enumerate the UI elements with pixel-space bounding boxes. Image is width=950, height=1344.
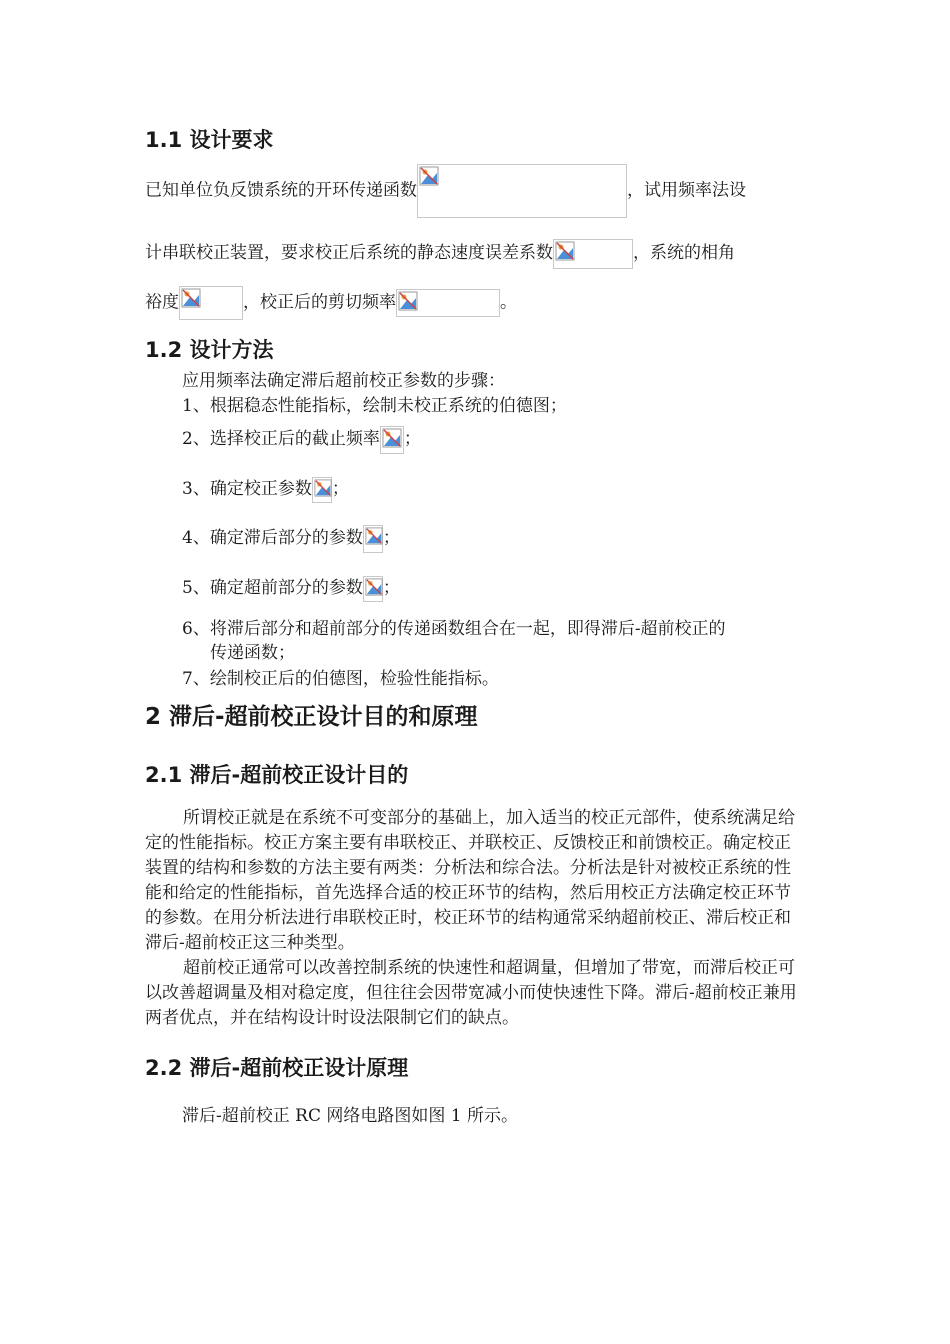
formula-image-placeholder-icon — [312, 477, 332, 503]
req-text-3a: 裕度 — [145, 292, 179, 313]
heading-2: 2 滞后-超前校正设计目的和原理 — [145, 704, 478, 730]
method-step-3-end: ； — [331, 479, 349, 499]
heading-2-2: 2.2 滞后-超前校正设计原理 — [145, 1056, 409, 1080]
method-step-7: 7、绘制校正后的伯德图，检验性能指标。 — [182, 669, 499, 689]
principle-paragraph-1: 滞后-超前校正 RC 网络电路图如图 1 所示。 — [182, 1106, 518, 1126]
method-step-3-text: 3、确定校正参数 — [182, 479, 312, 499]
req-line-2 — [145, 238, 735, 269]
heading-1-1: 1.1 设计要求 — [145, 128, 274, 152]
req-text-1b: ，试用频率法设 — [627, 180, 746, 201]
method-step-4-text: 4、确定滞后部分的参数 — [182, 528, 363, 548]
method-step-4-end: ； — [382, 528, 400, 548]
method-step-6-cont: 传递函数； — [210, 643, 295, 663]
req-text-3c: 。 — [500, 292, 517, 313]
heading-2-1: 2.1 滞后-超前校正设计目的 — [145, 763, 409, 787]
formula-image-placeholder-icon — [396, 289, 500, 317]
method-step-6: 6、将滞后部分和超前部分的传递函数组合在一起，即得滞后-超前校正的 — [182, 619, 726, 639]
method-step-1: 1、根据稳态性能指标，绘制未校正系统的伯德图； — [182, 396, 567, 416]
purpose-body — [145, 806, 805, 1031]
method-step-4 — [182, 523, 400, 553]
formula-image-placeholder-icon — [553, 239, 633, 269]
purpose-paragraph-1: 所谓校正就是在系统不可变部分的基础上，加入适当的校正元部件，使系统满足给定的性能指标。校正方案主要有串联校正、并联校正、反馈校正和前馈校正。确定校正装置的结构和参数的方法主要有两类：分析法和综合法。分析法是针对被校正系统的性能和给定的性能指标，首先选择合适的校正环节的结构，然后用校正方法确定校正环节的参数。在用分析法进行串联校正时，校正环节的结构通常采纳超前校正、滞后校正和滞后-超前校正这三种类型。 — [145, 808, 795, 953]
formula-image-placeholder-icon — [380, 426, 404, 454]
req-text-2b: ，系统的相角 — [633, 243, 735, 263]
method-step-5-end: ； — [382, 578, 400, 598]
formula-image-placeholder-icon — [417, 164, 627, 218]
formula-image-placeholder-icon — [363, 576, 383, 602]
req-text-3b: ，校正后的剪切频率 — [243, 292, 396, 313]
method-step-5 — [182, 573, 400, 602]
req-line-3 — [145, 286, 517, 320]
method-step-2-text: 2、选择校正后的截止频率 — [182, 429, 380, 449]
method-step-2-end: ； — [403, 429, 421, 449]
formula-image-placeholder-icon — [179, 286, 243, 320]
method-step-3 — [182, 474, 349, 503]
heading-1-2: 1.2 设计方法 — [145, 338, 274, 362]
method-step-5-text: 5、确定超前部分的参数 — [182, 578, 363, 598]
req-text-1a: 已知单位负反馈系统的开环传递函数 — [145, 180, 417, 201]
req-text-2a: 计串联校正装置，要求校正后系统的静态速度误差系数 — [145, 243, 553, 263]
purpose-paragraph-2: 超前校正通常可以改善控制系统的快速性和超调量，但增加了带宽，而滞后校正可以改善超调量及相对稳定度，但往往会因带宽减小而使快速性下降。滞后-超前校正兼用两者优点，并在结构设计时设法限制它们的缺点。 — [145, 958, 797, 1028]
method-step-2 — [182, 424, 421, 454]
formula-image-placeholder-icon — [363, 525, 383, 553]
method-intro: 应用频率法确定滞后超前校正参数的步骤： — [182, 371, 505, 391]
req-line-1 — [145, 164, 746, 218]
